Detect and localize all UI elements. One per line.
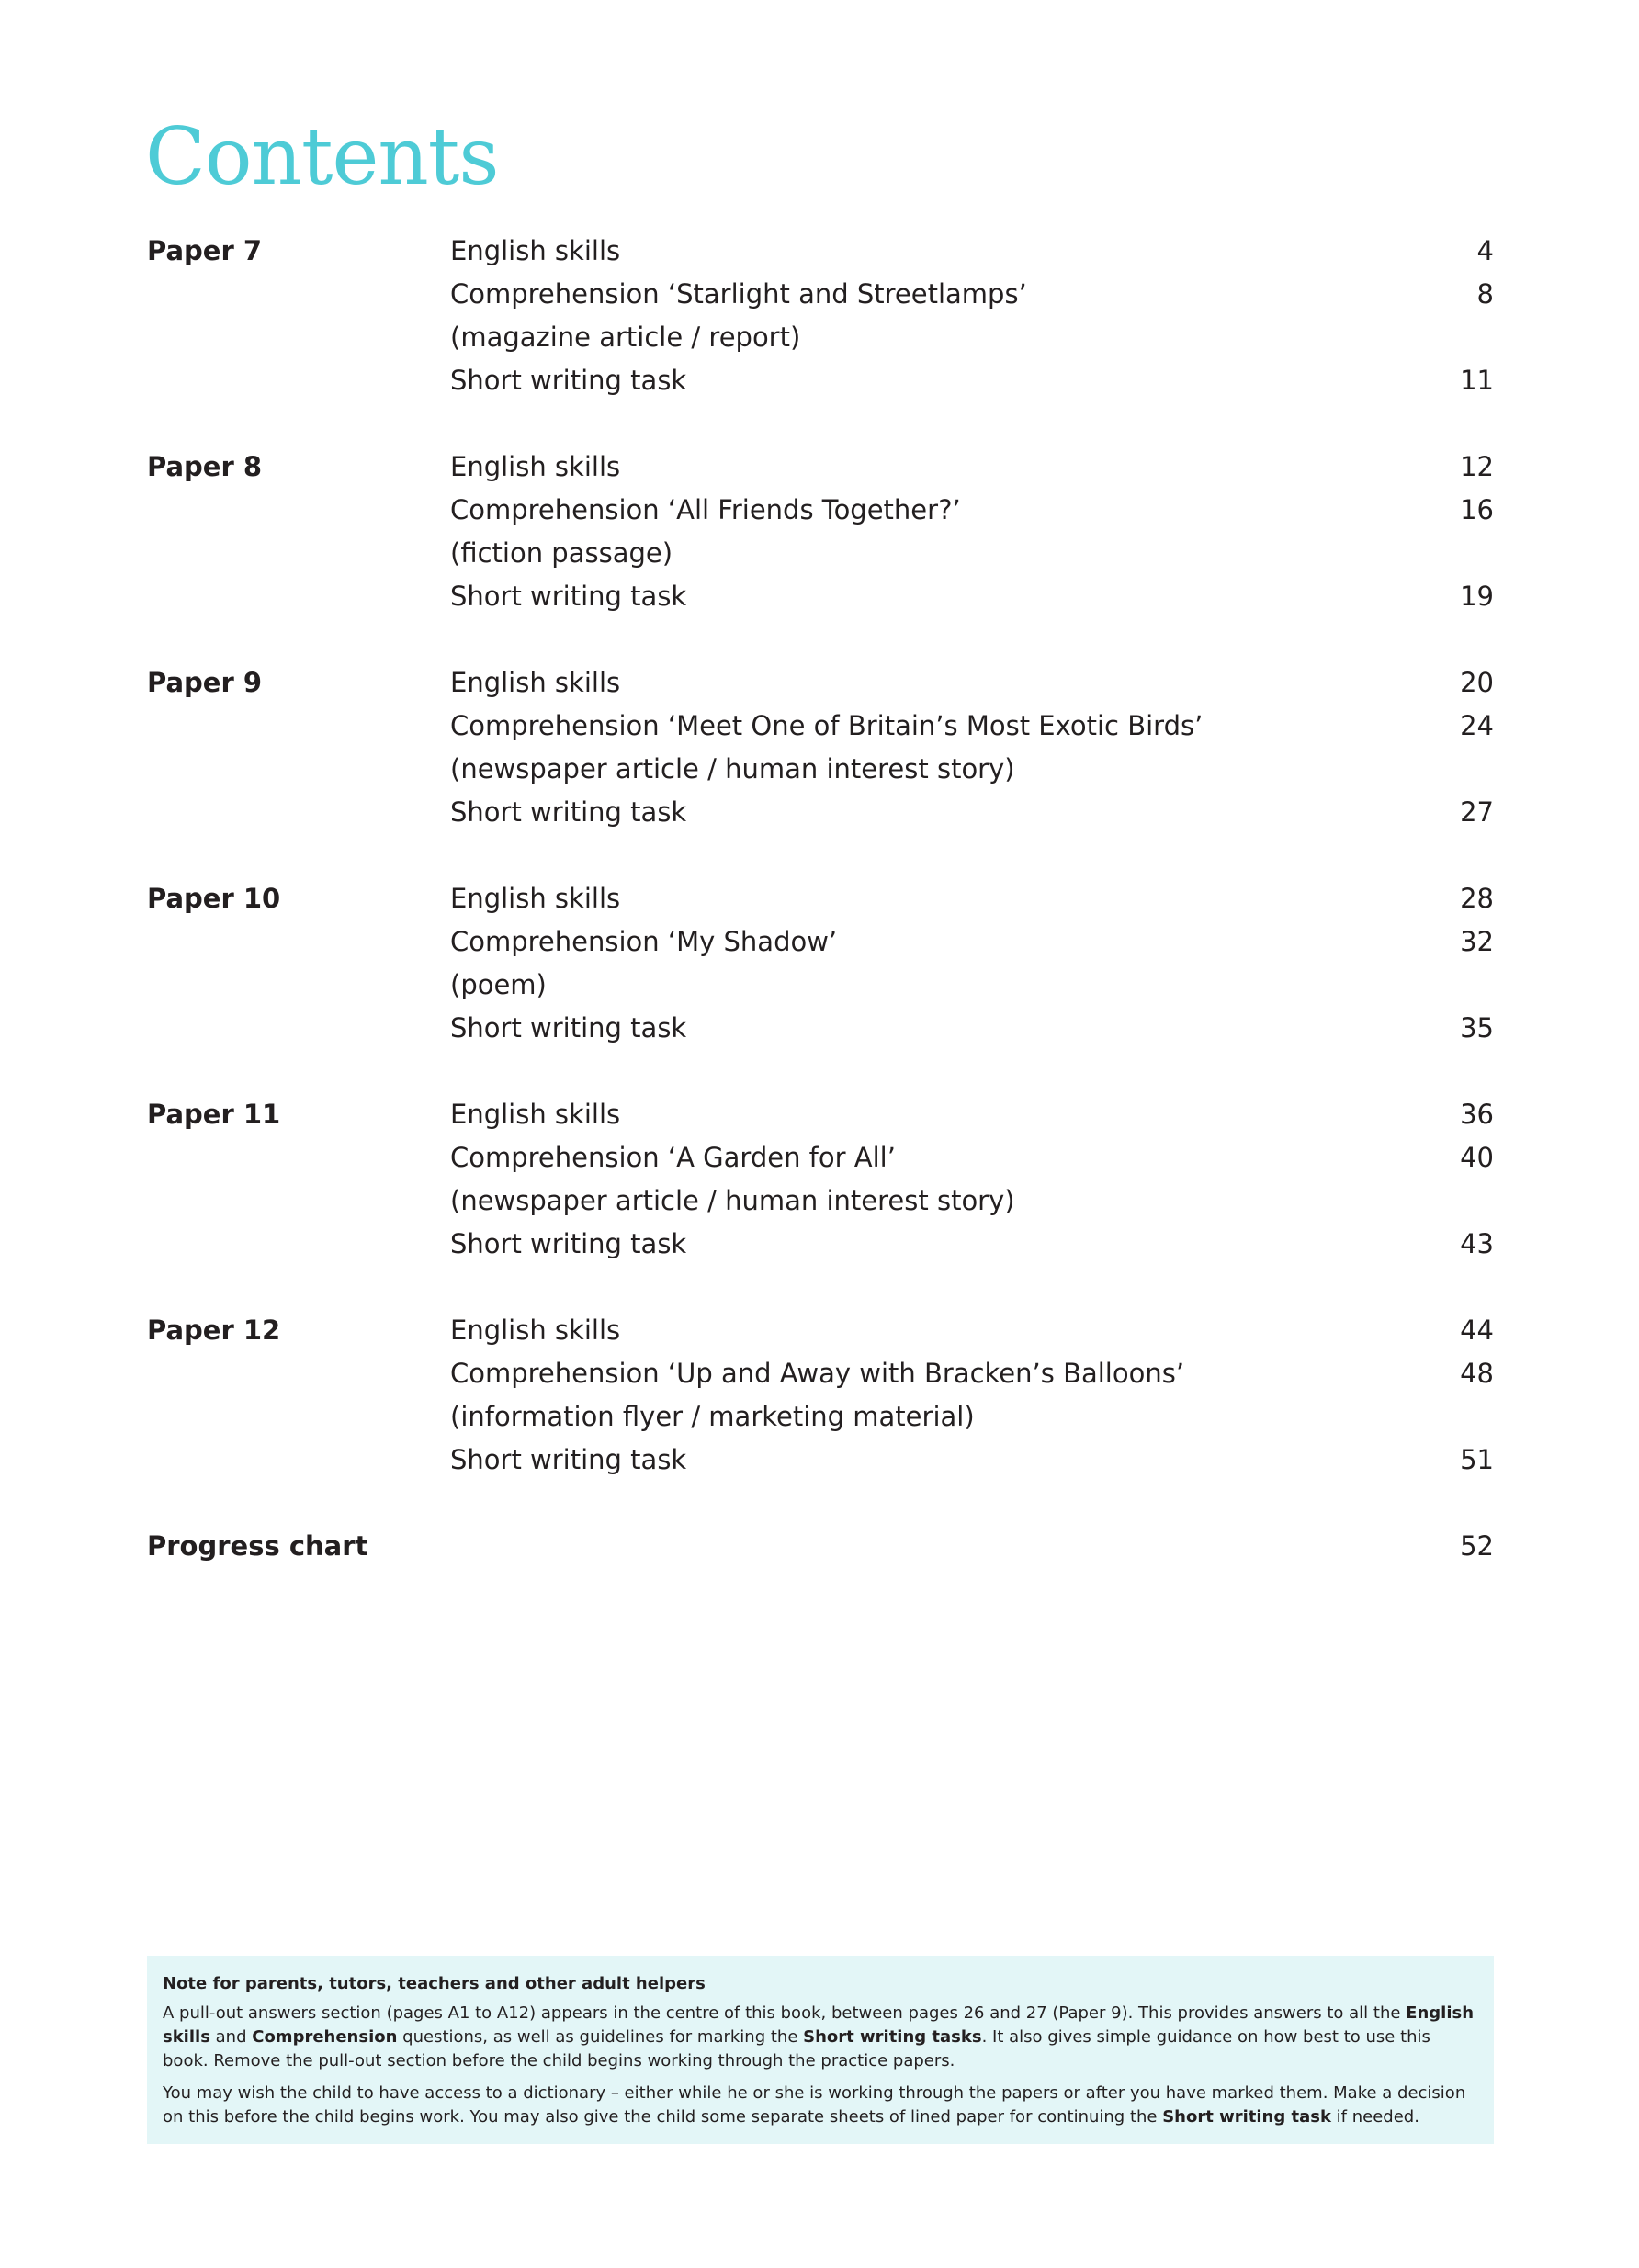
entry-page-number: 48 bbox=[1460, 1358, 1494, 1389]
toc-entry bbox=[450, 661, 1494, 705]
toc-entry bbox=[450, 1223, 1494, 1266]
toc-entry bbox=[450, 1525, 1494, 1568]
entry-title: English skills bbox=[450, 1315, 621, 1346]
paper-label: Paper 7 bbox=[147, 235, 263, 266]
entry-title: (magazine article / report) bbox=[450, 322, 801, 353]
entry-title: Short writing task bbox=[450, 365, 687, 396]
entry-page-number: 36 bbox=[1460, 1099, 1494, 1130]
entry-page-number: 16 bbox=[1460, 494, 1494, 525]
entry-page-number: 40 bbox=[1460, 1142, 1494, 1173]
entry-title: English skills bbox=[450, 667, 621, 698]
entry-title: (newspaper article / human interest story) bbox=[450, 753, 1015, 784]
toc-entry bbox=[450, 273, 1494, 316]
entry-title: Comprehension ‘Starlight and Streetlamps’ bbox=[450, 278, 1027, 310]
page-title: Contents bbox=[145, 111, 499, 203]
entry-title: Short writing task bbox=[450, 1444, 687, 1475]
toc-entry bbox=[450, 575, 1494, 618]
entry-page-number: 20 bbox=[1460, 667, 1494, 698]
entry-title: English skills bbox=[450, 883, 621, 914]
note-text: questions, as well as guidelines for marking the bbox=[397, 2027, 804, 2047]
note-bold-text: English skills bbox=[163, 2003, 1475, 2047]
entry-title: Comprehension ‘Meet One of Britain’s Most Exotic Birds’ bbox=[450, 710, 1204, 741]
entry-page-number: 19 bbox=[1460, 581, 1494, 612]
note-bold-text: Comprehension bbox=[252, 2027, 398, 2047]
toc-entry bbox=[450, 230, 1494, 273]
entry-page-number: 43 bbox=[1460, 1228, 1494, 1259]
toc-entry bbox=[450, 446, 1494, 489]
entry-page-number: 44 bbox=[1460, 1315, 1494, 1346]
entry-page-number: 28 bbox=[1460, 883, 1494, 914]
toc-entry bbox=[450, 964, 1494, 1007]
entry-title: Short writing task bbox=[450, 796, 687, 828]
entry-page-number: 51 bbox=[1460, 1444, 1494, 1475]
entry-page-number: 27 bbox=[1460, 796, 1494, 828]
toc-entry bbox=[450, 1007, 1494, 1050]
entry-page-number: 4 bbox=[1476, 235, 1494, 266]
toc-entry bbox=[450, 489, 1494, 532]
entry-title: English skills bbox=[450, 235, 621, 266]
note-title: Note for parents, tutors, teachers and other adult helpers bbox=[163, 1974, 706, 1993]
note-paragraph-dictionary bbox=[163, 2082, 1477, 2129]
note-text: if needed. bbox=[1330, 2107, 1419, 2127]
entry-title: Short writing task bbox=[450, 1228, 687, 1259]
note-bold-text: Short writing task bbox=[1162, 2107, 1331, 2127]
entry-page-number: 12 bbox=[1460, 451, 1494, 482]
toc-entry bbox=[450, 359, 1494, 402]
toc-entry bbox=[450, 1136, 1494, 1179]
toc-entry bbox=[450, 920, 1494, 964]
entry-title: Comprehension ‘All Friends Together?’ bbox=[450, 494, 961, 525]
paper-label: Paper 11 bbox=[147, 1099, 281, 1130]
note-text: You may wish the child to have access to a dictionary – either while he or she is working through the papers or after you have marked them. Make a decision on this before the child begins work. You may also give the child some separate sheets of lined paper for continuing the bbox=[163, 2083, 1466, 2127]
entry-title: Comprehension ‘My Shadow’ bbox=[450, 926, 838, 957]
toc-entry bbox=[450, 316, 1494, 359]
entry-page-number: 32 bbox=[1460, 926, 1494, 957]
note-text: . It also gives simple guidance on how best to use this book. Remove the pull-out section before the child begins working through the practice papers. bbox=[163, 2027, 1430, 2071]
entry-title: (poem) bbox=[450, 969, 547, 1000]
toc-entry bbox=[450, 877, 1494, 920]
toc-entry bbox=[450, 1179, 1494, 1223]
toc-entry bbox=[450, 1395, 1494, 1439]
adult-helpers-note bbox=[147, 1956, 1494, 2144]
entry-title: (information flyer / marketing material) bbox=[450, 1401, 975, 1432]
paper-label: Paper 10 bbox=[147, 883, 281, 914]
paper-label: Paper 8 bbox=[147, 451, 263, 482]
entry-title: Comprehension ‘Up and Away with Bracken’s Balloons’ bbox=[450, 1358, 1185, 1389]
paper-label: Paper 12 bbox=[147, 1315, 281, 1346]
entry-title: Comprehension ‘A Garden for All’ bbox=[450, 1142, 896, 1173]
entry-page-number: 8 bbox=[1476, 278, 1494, 310]
toc-entry bbox=[450, 1309, 1494, 1352]
toc-entry bbox=[450, 705, 1494, 748]
toc-entry bbox=[450, 532, 1494, 575]
note-text: A pull-out answers section (pages A1 to A12) appears in the centre of this book, between pages 26 and 27 (Paper 9). This provides answers to all the bbox=[163, 2003, 1407, 2023]
toc-entry bbox=[450, 791, 1494, 834]
progress-chart-label: Progress chart bbox=[147, 1530, 368, 1562]
toc-entry bbox=[450, 1439, 1494, 1482]
entry-page-number: 35 bbox=[1460, 1012, 1494, 1044]
toc-entry bbox=[450, 748, 1494, 791]
entry-page-number: 11 bbox=[1460, 365, 1494, 396]
entry-title: English skills bbox=[450, 1099, 621, 1130]
entry-page-number: 52 bbox=[1460, 1530, 1494, 1562]
entry-title: (fiction passage) bbox=[450, 537, 673, 569]
toc-entry bbox=[450, 1352, 1494, 1395]
note-text: and bbox=[209, 2027, 253, 2047]
entry-title: Short writing task bbox=[450, 581, 687, 612]
paper-label: Paper 9 bbox=[147, 667, 263, 698]
entry-title: Short writing task bbox=[450, 1012, 687, 1044]
note-bold-text: Short writing tasks bbox=[803, 2027, 982, 2047]
note-paragraph-answers bbox=[163, 2002, 1477, 2073]
entry-title: English skills bbox=[450, 451, 621, 482]
toc-entry bbox=[450, 1093, 1494, 1136]
entry-title: (newspaper article / human interest story) bbox=[450, 1185, 1015, 1216]
entry-page-number: 24 bbox=[1460, 710, 1494, 741]
